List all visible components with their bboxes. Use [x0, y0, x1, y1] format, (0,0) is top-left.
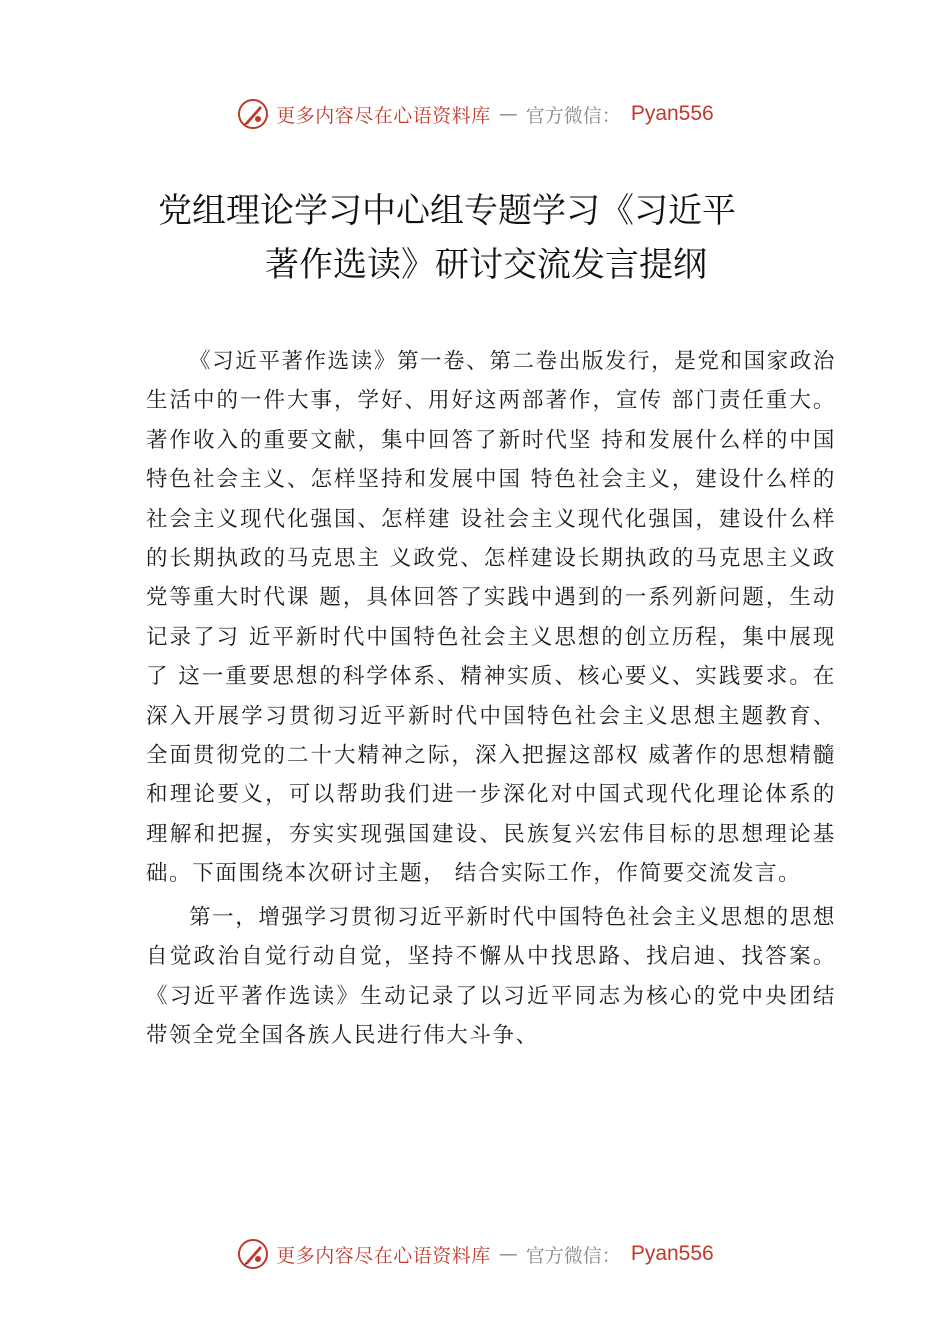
watermark-dash: —	[498, 103, 518, 125]
title-line-1: 党组理论学习中心组专题学习《习近平	[158, 191, 736, 231]
watermark-label: 官方微信：	[525, 1244, 621, 1267]
quill-seal-icon	[236, 97, 270, 131]
header-watermark	[0, 92, 950, 136]
watermark-highlight: 更多内容尽在心语资料库	[276, 1244, 491, 1267]
watermark-dash: —	[498, 1243, 518, 1265]
document-body	[146, 342, 836, 1055]
watermark-label: 官方微信：	[525, 104, 621, 127]
watermark-wechat-id: Pyan556	[630, 102, 714, 125]
quill-seal-icon	[236, 1237, 270, 1271]
paragraph-intro: 《习近平著作选读》第一卷、第二卷出版发行，是党和国家政治生活中的一件大事，学好、用好这两部著作，宣传 部门责任重大。著作收入的重要文献，集中回答了新时代坚 持和发展什么样的中国特色社会主义、怎样坚持和发展中国 特色社会主义，建设什么样的社会主义现代化强国、怎样建 设社会主义现代化强国，建设什么样的长期执政的马克思主 义政党、怎样建设长期执政的马克思主义政党等重大时代课 题，具体回答了实践中遇到的一系列新问题，生动记录了习 近平新时代中国特色社会主义思想的创立历程，集中展现了 这一重要思想的科学体系、精神实质、核心要义、实践要求。在深入开展学习贯彻习近平新时代中国特色社会主义思想主题教育、全面贯彻党的二十大精神之际，深入把握这部权 威著作的思想精髓和理论要义，可以帮助我们进一步深化对中国式现代化理论体系的理解和把握，夯实实现强国建设、民族复兴宏伟目标的思想理论基础。下面围绕本次研讨主题， 结合实际工作，作简要交流发言。	[146, 349, 836, 887]
document-title	[0, 184, 950, 292]
paragraph-first-point: 第一，增强学习贯彻习近平新时代中国特色社会主义思想的思想自觉政治自觉行动自觉，坚持不懈从中找思路、找启迪、找答案。《习近平著作选读》生动记录了以习近平同志为核心的党中央团结带领全党全国各族人民进行伟大斗争、	[146, 904, 836, 1048]
watermark-wechat-id: Pyan556	[630, 1242, 714, 1265]
watermark-highlight: 更多内容尽在心语资料库	[276, 104, 491, 127]
footer-watermark	[0, 1232, 950, 1276]
title-line-2: 著作选读》研讨交流发言提纲	[265, 245, 707, 285]
